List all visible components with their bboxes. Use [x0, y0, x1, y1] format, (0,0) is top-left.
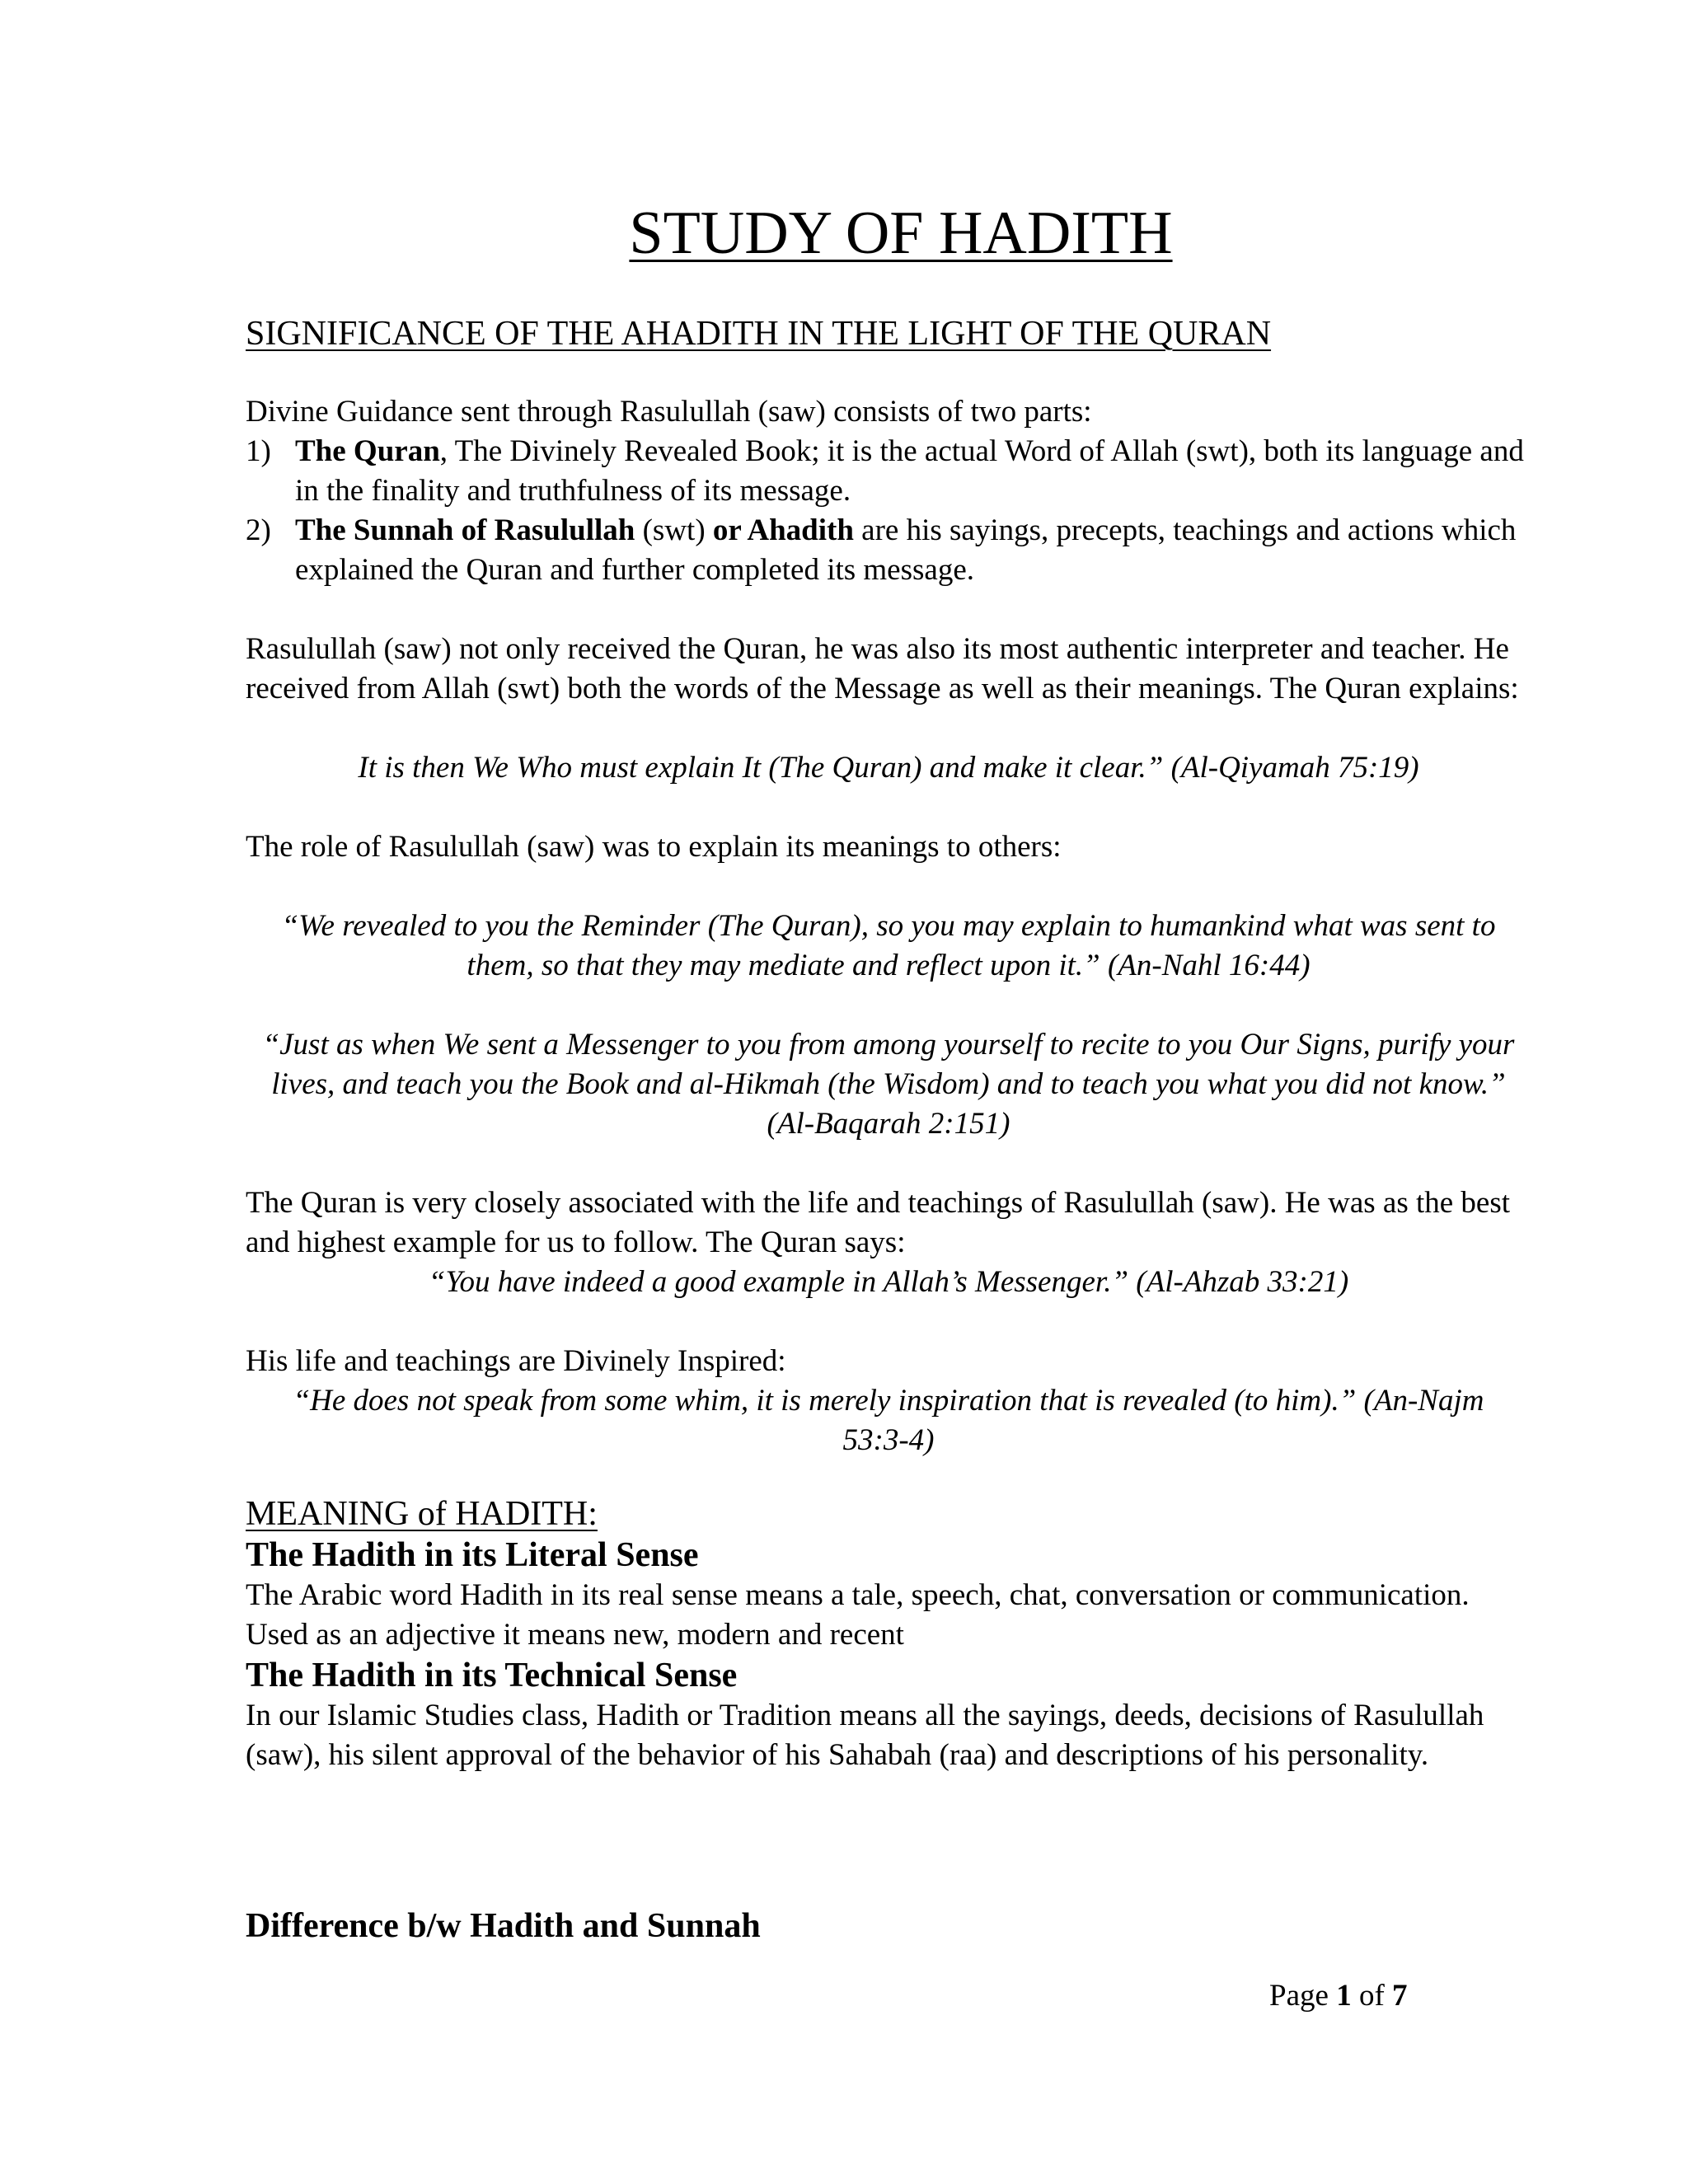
difference-heading: Difference b/w Hadith and Sunnah [246, 1907, 761, 1945]
page-of: of [1351, 1979, 1393, 2013]
list-item-quran [246, 432, 1531, 511]
bold-term: The Quran [295, 434, 440, 468]
list-item-sunnah [246, 511, 1531, 590]
page-current: 1 [1336, 1979, 1352, 2013]
quote-baqarah: “Just as when We sent a Messenger to you from among yourself to recite to you Our Signs, purify your lives, and teach you the Book and al-Hikmah (the Wisdom) and to teach you what you did not know.” (Al-Baqarah 2:151) [262, 1028, 1515, 1141]
page-prefix: Page [1269, 1979, 1337, 2013]
paragraph-role: The role of Rasulullah (saw) was to explain its meanings to others: [246, 830, 1062, 864]
page-total: 7 [1392, 1979, 1408, 2013]
bold-term: The Sunnah of Rasulullah [295, 513, 635, 547]
literal-text: The Arabic word Hadith in its real sense means a tale, speech, chat, conversation or communication. Used as an adjective it means new, modern and recent [246, 1578, 1470, 1652]
paragraph-inspired: His life and teachings are Divinely Inspired: [246, 1344, 786, 1378]
list-body: are his sayings, precepts, teachings and actions which explained the Quran and further completed its message. [295, 513, 1517, 587]
quote-ahzab: “You have indeed a good example in Allah’s Messenger.” (Al-Ahzab 33:21) [428, 1265, 1349, 1299]
quote-nahl: “We revealed to you the Reminder (The Quran), so you may explain to humankind what was sent to them, so that they may mediate and reflect upon it.” (An-Nahl 16:44) [281, 909, 1496, 982]
bold-term: or Ahadith [712, 513, 854, 547]
literal-heading: The Hadith in its Literal Sense [246, 1536, 699, 1574]
quote-qiyamah: It is then We Who must explain It (The Quran) and make it clear.” (Al-Qiyamah 75:19) [358, 751, 1419, 785]
list-number: 2) [246, 513, 271, 547]
page-number [1269, 1976, 1408, 2016]
technical-text: In our Islamic Studies class, Hadith or Tradition means all the sayings, deeds, decisions of Rasulullah (saw), his silent approval of the behavior of his Sahabah (raa) and descriptions of his personality. [246, 1699, 1484, 1772]
paragraph-associated: The Quran is very closely associated with the life and teachings of Rasulullah (saw). He was as the best and highest example for us to follow. The Quran says: [246, 1186, 1511, 1259]
section-heading-significance: SIGNIFICANCE OF THE AHADITH IN THE LIGHT OF THE QURAN [246, 315, 1272, 353]
list-text [295, 432, 1531, 511]
list-mid: (swt) [635, 513, 713, 547]
quote-najm: “He does not speak from some whim, it is merely inspiration that is revealed (to him).” (An-Najm 53:3-4) [293, 1384, 1484, 1457]
paragraph-interpreter: Rasulullah (saw) not only received the Quran, he was also its most authentic interpreter and teacher. He received from Allah (swt) both the words of the Message as well as their meanings. The Quran explains: [246, 632, 1519, 705]
technical-heading: The Hadith in its Technical Sense [246, 1657, 738, 1694]
list-number: 1) [246, 434, 271, 468]
document-title: STUDY OF HADITH [629, 199, 1173, 267]
list-text [295, 511, 1531, 590]
intro-paragraph: Divine Guidance sent through Rasulullah (saw) consists of two parts: [246, 395, 1092, 429]
document-body [246, 196, 1531, 1775]
meaning-heading: MEANING of HADITH: [246, 1495, 598, 1533]
list-body: , The Divinely Revealed Book; it is the actual Word of Allah (swt), both its language and in the finality and truthfulness of its message. [295, 434, 1524, 508]
